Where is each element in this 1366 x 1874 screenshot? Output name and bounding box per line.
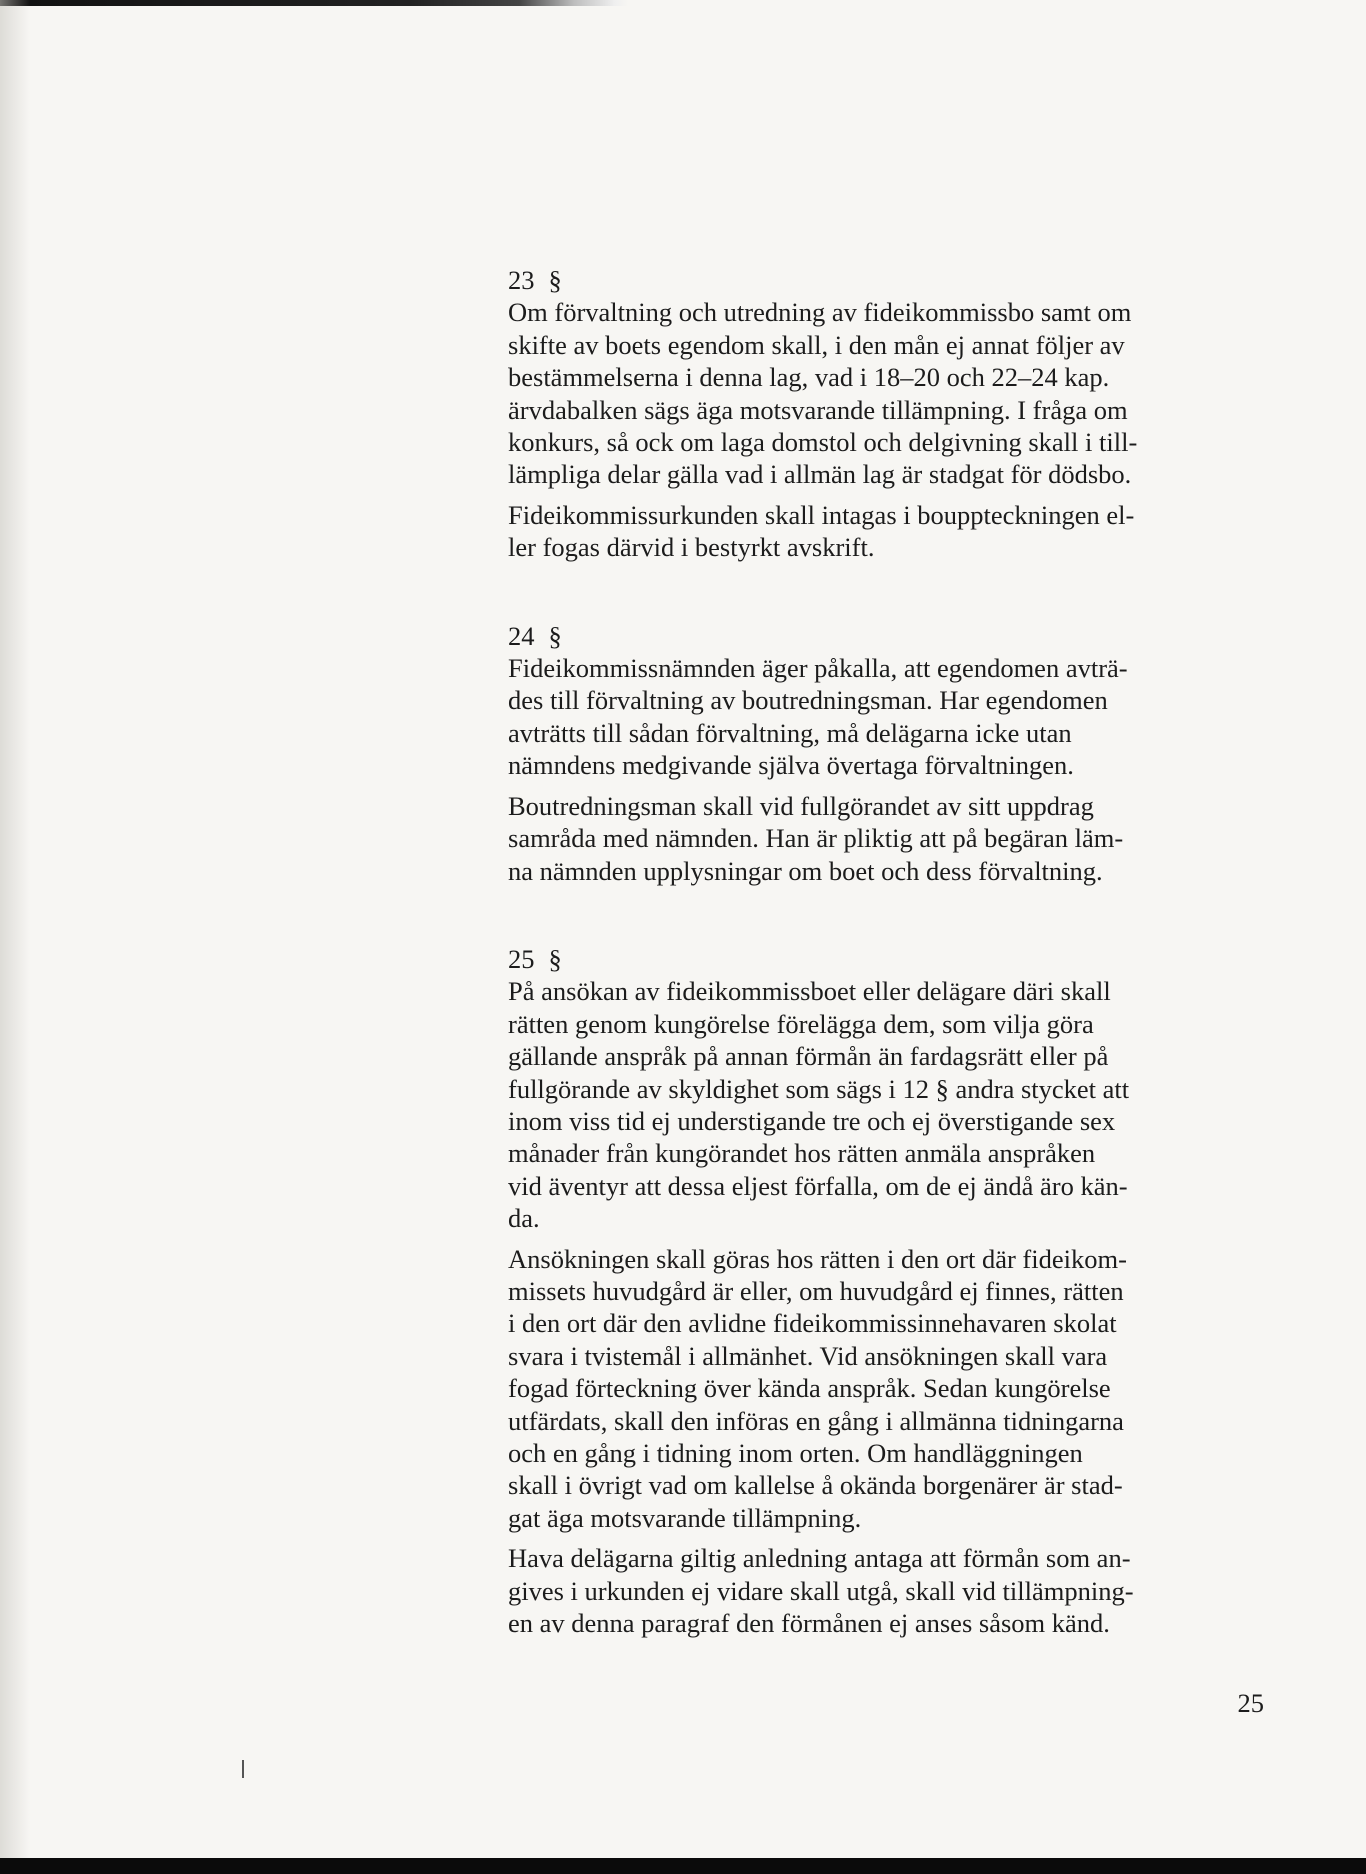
text-line: missets huvudgård är eller, om huvudgård ej finnes, rätten <box>508 1275 1124 1306</box>
section-number: 25 <box>508 943 535 974</box>
text-line: des till förvaltning av boutredningsman. Har egendomen <box>508 685 1108 716</box>
text-line: da. <box>508 1203 540 1234</box>
paragraph <box>508 499 1248 564</box>
text-line: na nämnden upplysningar om boet och dess förvaltning. <box>508 855 1103 886</box>
text-line: Hava delägarna giltig anledning antaga att förmån som an- <box>508 1543 1131 1574</box>
text-line: inom viss tid ej understigande tre och ej överstigande sex <box>508 1105 1116 1136</box>
text-line: och en gång i tidning inom orten. Om handläggningen <box>508 1438 1083 1468</box>
section-sign: § <box>548 620 562 651</box>
text-line: ler fogas därvid i bestyrkt avskrift. <box>508 532 875 563</box>
text-line: konkurs, så ock om laga domstol och delgivning skall i till- <box>508 427 1138 458</box>
text-line: bestämmelserna i denna lag, vad i 18–20 och 22–24 kap. <box>508 362 1110 393</box>
section-number: 24 <box>508 620 535 651</box>
text-line: På ansökan av fideikommissboet eller delägare däri skall <box>508 976 1111 1007</box>
text-line: i den ort där den avlidne fideikommissinnehavaren skolat <box>508 1308 1117 1339</box>
text-line: skall i övrigt vad om kallelse å okända borgenärer är stad- <box>508 1470 1123 1501</box>
text-line: Om förvaltning och utredning av fideikommissbo samt om <box>508 297 1132 328</box>
text-line: rätten genom kungörelse förelägga dem, som vilja göra <box>508 1008 1094 1039</box>
page-number: 25 <box>1237 1688 1264 1718</box>
text-line: fogad förteckning över kända anspråk. Sedan kungörelse <box>508 1373 1111 1404</box>
text-line: nämndens medgivande själva övertaga förvaltningen. <box>508 750 1074 781</box>
paragraph <box>508 1243 1248 1535</box>
text-line: gives i urkunden ej vidare skall utgå, skall vid tillämpning- <box>508 1575 1134 1606</box>
section-24 <box>508 620 1248 887</box>
page-body <box>508 264 1248 1695</box>
text-line: Fideikommissurkunden skall intagas i bouppteckningen el- <box>508 499 1135 530</box>
paragraph <box>508 652 1248 782</box>
text-line: avträtts till sådan förvaltning, må delägarna icke utan <box>508 717 1072 748</box>
text-line: samråda med nämnden. Han är pliktig att på begäran läm- <box>508 823 1124 854</box>
scan-bottom-edge <box>0 1858 1366 1874</box>
section-number: 23 <box>508 265 535 295</box>
text-line: skifte av boets egendom skall, i den mån ej annat följer av <box>508 329 1125 360</box>
text-line: fullgörande av skyldighet som sägs i 12 § andra stycket att <box>508 1073 1130 1104</box>
section-heading <box>508 620 1248 652</box>
text-line: svara i tvistemål i allmänhet. Vid ansökningen skall vara <box>508 1340 1108 1371</box>
paragraph <box>508 1542 1248 1639</box>
section-heading <box>508 264 1248 296</box>
text-line: en av denna paragraf den förmånen ej anses såsom känd. <box>508 1608 1110 1639</box>
text-line: gällande anspråk på annan förmån än fardagsrätt eller på <box>508 1041 1109 1072</box>
text-line: Fideikommissnämnden äger påkalla, att egendomen avträ- <box>508 653 1128 684</box>
text-line: Boutredningsman skall vid fullgörandet av sitt uppdrag <box>508 790 1094 821</box>
text-line: utfärdats, skall den införas en gång i allmänna tidningarna <box>508 1405 1124 1436</box>
paragraph <box>508 975 1248 1234</box>
section-sign: § <box>548 265 562 295</box>
text-line: vid äventyr att dessa eljest förfalla, om de ej ändå äro kän- <box>508 1170 1128 1201</box>
text-line: lämpliga delar gälla vad i allmän lag är stadgat för dödsbo. <box>508 459 1132 490</box>
text-line: ärvdabalken sägs äga motsvarande tillämpning. I fråga om <box>508 394 1128 425</box>
section-23 <box>508 264 1248 564</box>
section-heading <box>508 943 1248 975</box>
text-line: Ansökningen skall göras hos rätten i den ort där fideikom- <box>508 1243 1127 1274</box>
paragraph <box>508 296 1248 490</box>
binding-gutter-shadow <box>0 0 30 1858</box>
section-sign: § <box>548 943 562 974</box>
text-line: gat äga motsvarande tillämpning. <box>508 1502 862 1533</box>
text-line: månader från kungörandet hos rätten anmäla anspråken <box>508 1138 1096 1169</box>
print-tick-mark <box>242 1760 244 1778</box>
paragraph <box>508 790 1248 887</box>
section-25 <box>508 943 1248 1640</box>
scan-top-edge <box>0 0 1366 6</box>
